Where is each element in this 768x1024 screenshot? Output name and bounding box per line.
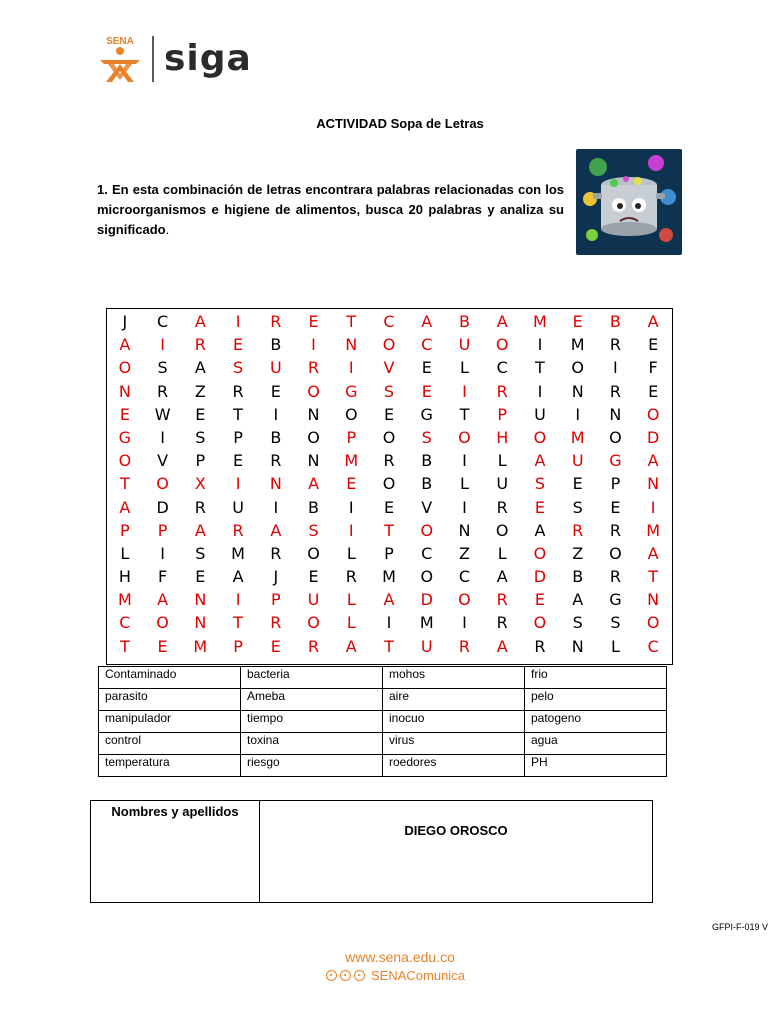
grid-letter: P — [497, 404, 508, 424]
grid-letter: I — [462, 613, 467, 633]
grid-letter: E — [534, 590, 545, 610]
grid-letter: R — [458, 636, 471, 656]
grid-letter: A — [308, 474, 320, 494]
grid-letter: I — [273, 404, 279, 424]
grid-letter: A — [572, 590, 584, 610]
grid-letter: O — [533, 613, 547, 633]
grid-letter: P — [120, 520, 130, 540]
grid-letter: E — [195, 404, 206, 424]
grid-letter: R — [194, 497, 206, 517]
grid-letter: H — [118, 567, 131, 587]
grid-letter: G — [420, 404, 433, 424]
grid-letter: S — [572, 497, 583, 517]
grid-letter: U — [269, 358, 282, 378]
instructions-paragraph — [97, 180, 564, 240]
grid-letter: P — [270, 590, 281, 610]
word-list-row — [99, 689, 667, 711]
sena-logo — [96, 34, 144, 86]
word-list-row — [99, 711, 667, 733]
grid-letter: M — [193, 636, 208, 656]
grid-letter: E — [308, 312, 319, 331]
grid-letter: I — [650, 497, 656, 517]
grid-letter: M — [646, 520, 661, 540]
word-list-cell: manipulador — [99, 711, 241, 733]
grid-letter: O — [646, 404, 660, 424]
grid-letter: I — [311, 335, 316, 355]
grid-letter: I — [160, 427, 165, 447]
grid-letter: C — [157, 312, 169, 331]
grid-letter: U — [458, 335, 471, 355]
grid-letter: N — [194, 590, 207, 610]
grid-letter: S — [157, 358, 168, 378]
grid-letter: T — [233, 404, 243, 424]
grid-letter: R — [270, 543, 282, 563]
grid-letter: N — [571, 636, 584, 656]
grid-letter: O — [307, 381, 320, 401]
grid-letter: L — [346, 543, 356, 563]
grid-letter: R — [157, 381, 169, 401]
grid-letter: D — [646, 427, 660, 447]
grid-letter: N — [458, 520, 471, 540]
grid-letter: I — [160, 335, 165, 355]
grid-letter: I — [235, 312, 241, 331]
grid-letter: S — [383, 381, 395, 401]
grid-letter: I — [613, 358, 618, 378]
grid-letter: E — [534, 497, 545, 517]
grid-letter: F — [648, 358, 658, 378]
grid-letter: N — [307, 451, 320, 471]
grid-letter: M — [419, 613, 434, 633]
grid-letter: F — [158, 567, 168, 587]
grid-letter: E — [383, 404, 395, 424]
form-code: GFPI-F-019 V — [712, 922, 768, 932]
grid-letter: A — [383, 590, 395, 610]
grid-letter: O — [307, 543, 320, 563]
grid-letter: I — [273, 497, 279, 517]
grid-letter: O — [533, 427, 547, 447]
grid-letter: E — [648, 335, 659, 355]
grid-letter: O — [571, 358, 584, 378]
grid-letter: A — [421, 312, 433, 331]
grid-letter: R — [496, 381, 508, 401]
grid-letter: N — [571, 381, 584, 401]
grid-letter: G — [118, 427, 132, 447]
grid-letter: O — [382, 335, 396, 355]
grid-letter: O — [156, 474, 169, 494]
grid-letter: R — [496, 613, 508, 633]
grid-row — [106, 611, 672, 634]
grid-letter: O — [307, 427, 320, 447]
grid-letter: R — [194, 335, 206, 355]
grid-letter: P — [384, 543, 394, 563]
grid-letter: O — [118, 451, 132, 471]
grid-letter: A — [647, 543, 659, 563]
grid-letter: T — [233, 613, 243, 633]
grid-letter: R — [383, 451, 395, 471]
grid-letter: A — [534, 451, 546, 471]
grid-letter: R — [609, 381, 621, 401]
word-list-row — [99, 733, 667, 755]
grid-letter: A — [194, 312, 206, 331]
grid-letter: C — [647, 636, 659, 656]
grid-letter: T — [384, 520, 394, 540]
grid-letter: B — [421, 474, 433, 494]
word-list-row — [99, 667, 667, 689]
grid-letter: S — [195, 543, 206, 563]
grid-letter: N — [609, 404, 622, 424]
grid-row — [106, 356, 672, 379]
grid-letter: T — [648, 567, 659, 587]
grid-letter: S — [308, 520, 319, 540]
grid-letter: A — [232, 567, 244, 587]
grid-letter: B — [308, 497, 320, 517]
grid-letter: E — [270, 381, 281, 401]
grid-letter: P — [157, 520, 168, 540]
grid-row — [106, 496, 672, 519]
grid-letter: R — [572, 520, 584, 540]
grid-letter: O — [533, 543, 547, 563]
grid-letter: M — [382, 567, 396, 587]
grid-letter: C — [421, 335, 433, 355]
grid-row — [106, 380, 672, 403]
grid-letter: A — [194, 520, 206, 540]
grid-letter: B — [572, 567, 584, 587]
grid-letter: R — [270, 312, 282, 331]
grid-letter: O — [382, 474, 396, 494]
grid-letter: A — [496, 567, 508, 587]
grid-letter: E — [421, 381, 432, 401]
grid-letter: O — [118, 358, 132, 378]
grid-letter: U — [420, 636, 433, 656]
word-list-cell: parasito — [99, 689, 241, 711]
footer-social — [326, 968, 465, 983]
grid-letter: U — [232, 497, 244, 517]
grid-letter: O — [420, 567, 434, 587]
grid-letter: U — [307, 590, 320, 610]
grid-letter: H — [496, 427, 509, 447]
word-search-grid — [106, 310, 672, 658]
grid-letter: E — [119, 404, 130, 424]
grid-letter: N — [647, 590, 660, 610]
grid-letter: P — [233, 636, 243, 656]
grid-letter: I — [348, 497, 354, 517]
grid-letter: G — [609, 451, 622, 471]
grid-letter: N — [647, 474, 660, 494]
grid-row — [106, 565, 672, 588]
grid-letter: C — [496, 358, 508, 378]
word-list-cell: inocuo — [383, 711, 525, 733]
grid-row — [106, 449, 672, 472]
grid-letter: P — [610, 474, 621, 494]
grid-letter: Z — [194, 381, 206, 401]
grid-row — [106, 472, 672, 495]
grid-letter: V — [383, 358, 395, 378]
grid-row — [106, 333, 672, 356]
grid-letter: E — [421, 358, 432, 378]
grid-letter: Z — [572, 543, 584, 563]
word-list-cell: tiempo — [241, 711, 383, 733]
grid-row — [106, 519, 672, 542]
grid-letter: R — [307, 358, 320, 378]
grid-letter: P — [346, 427, 357, 447]
grid-letter: D — [533, 567, 547, 587]
grid-letter: C — [458, 567, 471, 587]
grid-letter: L — [497, 451, 507, 471]
grid-letter: A — [345, 636, 357, 656]
grid-letter: G — [345, 381, 358, 401]
grid-letter: N — [307, 404, 320, 424]
grid-letter: I — [235, 474, 241, 494]
grid-letter: N — [269, 474, 282, 494]
grid-letter: R — [496, 497, 508, 517]
grid-letter: T — [384, 636, 394, 656]
grid-letter: R — [609, 520, 621, 540]
word-list-cell: bacteria — [241, 667, 383, 689]
social-handle[interactable]: SENAComunica — [371, 968, 465, 983]
word-list-cell: control — [99, 733, 241, 755]
grid-letter: E — [195, 567, 206, 587]
grid-letter: S — [610, 613, 621, 633]
grid-letter: M — [570, 335, 585, 355]
grid-letter: N — [118, 381, 131, 401]
grid-letter: S — [232, 358, 244, 378]
word-list-cell: frio — [525, 667, 667, 689]
grid-letter: D — [156, 497, 169, 517]
grid-letter: U — [534, 404, 546, 424]
grid-letter: T — [535, 358, 545, 378]
grid-letter: L — [346, 613, 356, 633]
grid-letter: L — [497, 543, 507, 563]
grid-letter: J — [122, 312, 128, 331]
grid-row — [106, 635, 672, 658]
grid-letter: R — [496, 590, 508, 610]
grid-letter: O — [458, 590, 471, 610]
grid-letter: I — [462, 381, 467, 401]
page-title: ACTIVIDAD Sopa de Letras — [316, 116, 484, 131]
grid-letter: E — [346, 474, 357, 494]
grid-letter: L — [460, 358, 469, 378]
grid-letter: R — [232, 381, 244, 401]
grid-letter: E — [233, 335, 244, 355]
grid-letter: A — [270, 520, 282, 540]
grid-letter: T — [459, 404, 470, 424]
grid-letter: A — [534, 520, 546, 540]
word-list-cell: virus — [383, 733, 525, 755]
word-list-table — [98, 666, 667, 777]
word-list-row — [99, 755, 667, 777]
grid-letter: I — [386, 613, 392, 633]
word-list-cell: pelo — [525, 689, 667, 711]
grid-letter: I — [537, 335, 543, 355]
grid-letter: S — [195, 427, 206, 447]
grid-letter: O — [458, 427, 471, 447]
grid-letter: S — [572, 613, 583, 633]
grid-letter: L — [460, 474, 469, 494]
grid-letter: J — [273, 567, 279, 587]
grid-letter: U — [496, 474, 509, 494]
word-list-cell: agua — [525, 733, 667, 755]
grid-row — [106, 426, 672, 449]
grid-letter: O — [382, 427, 396, 447]
grid-letter: M — [344, 451, 359, 471]
facebook-icon[interactable] — [354, 970, 365, 981]
grid-letter: E — [572, 474, 583, 494]
grid-letter: M — [231, 543, 245, 563]
grid-letter: G — [609, 590, 622, 610]
grid-letter: O — [646, 613, 660, 633]
grid-letter: B — [421, 451, 433, 471]
grid-letter: C — [383, 312, 395, 331]
grid-letter: I — [160, 543, 165, 563]
word-list-cell: roedores — [383, 755, 525, 777]
instagram-icon[interactable] — [340, 970, 351, 981]
grid-letter: O — [307, 613, 320, 633]
grid-letter: C — [119, 613, 131, 633]
grid-row — [106, 588, 672, 611]
grid-letter: B — [458, 312, 470, 331]
grid-letter: Z — [458, 543, 470, 563]
grid-letter: N — [345, 335, 358, 355]
grid-letter: L — [120, 543, 130, 563]
grid-letter: E — [572, 312, 583, 331]
grid-letter: R — [307, 636, 320, 656]
word-list-cell: PH — [525, 755, 667, 777]
dirty-pot-with-germs-icon — [576, 149, 682, 255]
grid-letter: R — [534, 636, 546, 656]
grid-letter: E — [308, 567, 319, 587]
grid-letter: O — [344, 404, 358, 424]
names-value: DIEGO OROSCO — [260, 801, 653, 903]
grid-letter: T — [119, 636, 130, 656]
grid-letter: E — [270, 636, 281, 656]
grid-letter: A — [647, 451, 659, 471]
grid-letter: M — [533, 312, 547, 331]
grid-letter: B — [270, 427, 282, 447]
grid-letter: M — [117, 590, 132, 610]
grid-letter: O — [420, 520, 434, 540]
grid-letter: O — [156, 613, 169, 633]
names-label: Nombres y apellidos — [91, 801, 260, 903]
grid-letter: B — [609, 312, 621, 331]
word-list-cell: riesgo — [241, 755, 383, 777]
grid-row — [106, 310, 672, 333]
grid-row — [106, 542, 672, 565]
grid-letter: N — [194, 613, 207, 633]
grid-letter: E — [233, 451, 244, 471]
grid-letter: A — [496, 636, 508, 656]
grid-letter: I — [462, 451, 467, 471]
instructions-period: . — [165, 222, 170, 237]
grid-letter: O — [495, 520, 509, 540]
grid-letter: A — [194, 358, 206, 378]
grid-letter: M — [570, 427, 585, 447]
sena-logo-text: SENA — [106, 36, 134, 47]
grid-letter: O — [609, 427, 622, 447]
grid-letter: T — [119, 474, 130, 494]
grid-letter: S — [534, 474, 546, 494]
grid-letter: I — [348, 358, 354, 378]
grid-letter: I — [348, 520, 354, 540]
word-list-cell: temperatura — [99, 755, 241, 777]
word-list-cell: Ameba — [241, 689, 383, 711]
grid-letter: L — [610, 636, 620, 656]
grid-letter: E — [610, 497, 621, 517]
grid-letter: R — [609, 567, 621, 587]
word-list-cell: mohos — [383, 667, 525, 689]
grid-letter: E — [383, 497, 395, 517]
siga-logo: siga — [164, 38, 252, 79]
grid-letter: B — [270, 335, 282, 355]
grid-letter: E — [157, 636, 168, 656]
logo-divider — [152, 36, 154, 82]
grid-letter: V — [421, 497, 433, 517]
grid-letter: E — [648, 381, 659, 401]
grid-letter: S — [421, 427, 432, 447]
grid-letter: U — [571, 451, 584, 471]
grid-letter: R — [609, 335, 621, 355]
word-list-cell: Contaminado — [99, 667, 241, 689]
grid-letter: R — [270, 451, 282, 471]
footer-url-link[interactable]: www.sena.edu.co — [345, 949, 455, 965]
twitter-icon[interactable] — [326, 970, 337, 981]
grid-letter: A — [496, 312, 508, 331]
grid-letter: T — [346, 312, 357, 331]
grid-letter: I — [235, 590, 241, 610]
grid-letter: I — [537, 381, 543, 401]
grid-letter: P — [195, 451, 206, 471]
grid-letter: W — [154, 404, 171, 424]
grid-letter: A — [157, 590, 169, 610]
grid-letter: C — [421, 543, 433, 563]
grid-letter: X — [194, 474, 206, 494]
grid-letter: V — [157, 451, 169, 471]
word-list-cell: toxina — [241, 733, 383, 755]
grid-letter: R — [232, 520, 244, 540]
grid-letter: L — [346, 590, 356, 610]
word-list-cell: patogeno — [525, 711, 667, 733]
grid-letter: I — [462, 497, 467, 517]
names-table — [90, 800, 653, 903]
grid-letter: P — [233, 427, 243, 447]
grid-letter: I — [575, 404, 581, 424]
word-list-cell: aire — [383, 689, 525, 711]
grid-letter: O — [495, 335, 509, 355]
grid-letter: O — [609, 543, 622, 563]
grid-row — [106, 403, 672, 426]
grid-letter: A — [119, 497, 131, 517]
grid-letter: R — [345, 567, 357, 587]
grid-letter: R — [270, 613, 282, 633]
instructions-text: 1. En esta combinación de letras encontrara palabras relacionadas con los microorganismos e higiene de alimentos, busca 20 palabras y analiza su significado — [97, 182, 564, 237]
grid-letter: D — [420, 590, 433, 610]
grid-letter: A — [119, 335, 131, 355]
grid-letter: A — [647, 312, 659, 331]
